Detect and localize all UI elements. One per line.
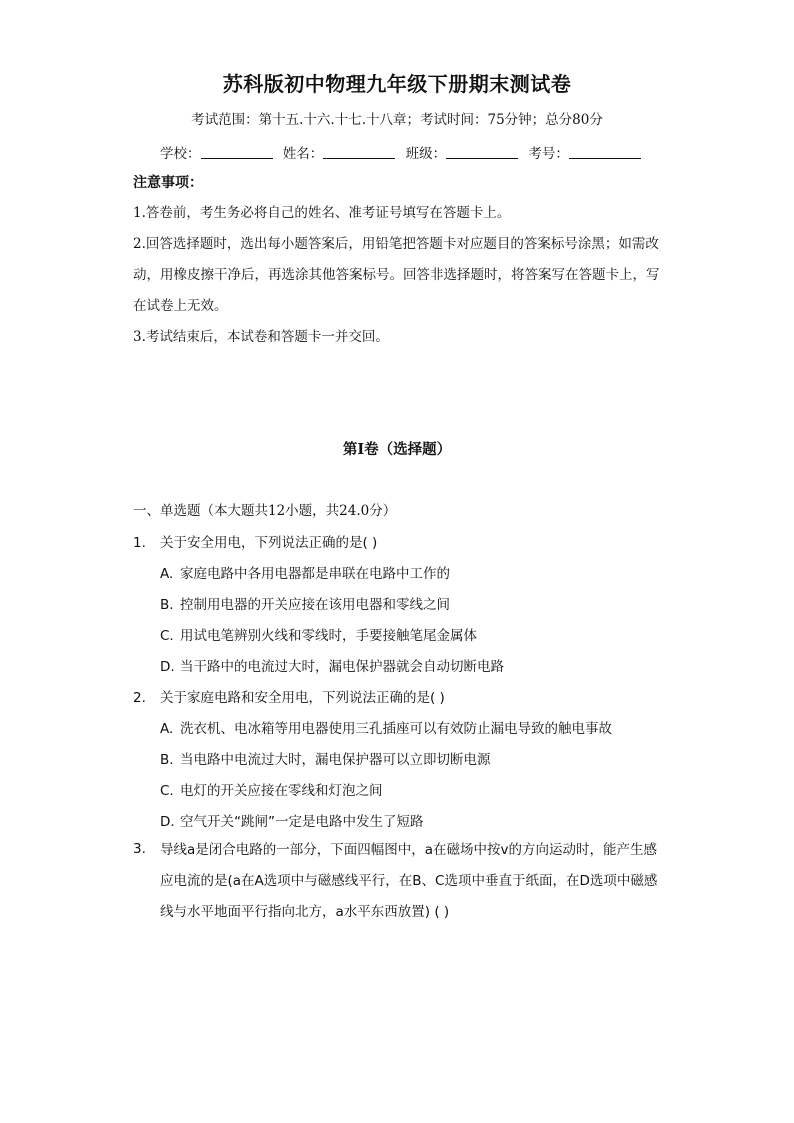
option-letter: B. <box>160 597 174 613</box>
option-text: 控制用电器的开关应接在该用电器和零线之间 <box>180 597 450 613</box>
notice-item: 3.考试结束后，本试卷和答题卡一并交回。 <box>133 329 389 345</box>
name-blank[interactable] <box>323 146 395 159</box>
option-text: 洗衣机、电冰箱等用电器使用三孔插座可以有效防止漏电导致的触电事故 <box>180 721 612 737</box>
option-text: 家庭电路中各用电器都是串联在电路中工作的 <box>180 566 450 582</box>
option <box>160 748 491 768</box>
notice-item: 2.回答选择题时，选出每小题答案后，用铅笔把答题卡对应题目的答案标号涂黑；如需改动，用橡皮擦干净后，再选涂其他答案标号。回答非选择题时，将答案写在答题卡上，写在试卷上无效。 <box>133 236 660 314</box>
option <box>160 593 450 613</box>
option <box>160 717 612 737</box>
school-label: 学校： <box>160 146 201 162</box>
option <box>160 562 450 582</box>
option <box>160 779 383 799</box>
option-letter: A. <box>160 566 174 582</box>
option-letter: A. <box>160 721 174 737</box>
page-title: 苏科版初中物理九年级下册期末测试卷 <box>222 72 572 96</box>
option-text: 当电路中电流过大时，漏电保护器可以立即切断电源 <box>180 752 491 768</box>
option-text: 电灯的开关应接在零线和灯泡之间 <box>180 783 383 799</box>
exam-subtitle: 考试范围：第十五.十六.十七.十八章；考试时间：75分钟；总分80分 <box>191 112 603 128</box>
question-number: 3. <box>133 841 146 857</box>
option <box>160 624 477 644</box>
question-number: 1. <box>133 535 146 551</box>
option-text: 用试电笔辨别火线和零线时，手要接触笔尾金属体 <box>180 628 477 644</box>
exam-number-label: 考号： <box>528 146 569 162</box>
option-text: 当干路中的电流过大时，漏电保护器就会自动切断电路 <box>180 659 504 675</box>
option-letter: D. <box>160 659 175 675</box>
option <box>160 810 424 830</box>
question-number: 2. <box>133 690 146 706</box>
question-stem: 关于家庭电路和安全用电，下列说法正确的是( ) <box>160 690 445 706</box>
option <box>160 655 504 675</box>
exam-number-blank[interactable] <box>569 146 641 159</box>
question-stem: 关于安全用电，下列说法正确的是( ) <box>160 535 378 551</box>
class-label: 班级： <box>405 146 447 162</box>
name-label: 姓名： <box>282 146 324 162</box>
notice-item: 1.答卷前，考生务必将自己的姓名、准考证号填写在答题卡上。 <box>133 205 511 221</box>
notice-title: 注意事项： <box>133 175 203 191</box>
option-letter: C. <box>160 783 174 799</box>
option-letter: C. <box>160 628 174 644</box>
option-text: 空气开关“跳闸”一定是电路中发生了短路 <box>180 814 424 830</box>
class-blank[interactable] <box>446 146 518 159</box>
question-group-title: 一、单选题（本大题共12小题，共24.0分） <box>133 503 397 519</box>
student-info-line <box>160 142 647 162</box>
question <box>133 531 377 551</box>
option-letter: B. <box>160 752 174 768</box>
section-title: 第I卷（选择题） <box>342 441 452 458</box>
school-blank[interactable] <box>201 146 273 159</box>
question <box>133 686 445 706</box>
question-stem: 导线a是闭合电路的一部分，下面四幅图中，a在磁场中按v的方向运动时，能产生感应电流的是(a在A选项中与磁感线平行，在B、C选项中垂直于纸面，在D选项中磁感线与水平地面平行指向北方，a水平东西放置) ( ) <box>160 842 658 920</box>
option-letter: D. <box>160 814 175 830</box>
